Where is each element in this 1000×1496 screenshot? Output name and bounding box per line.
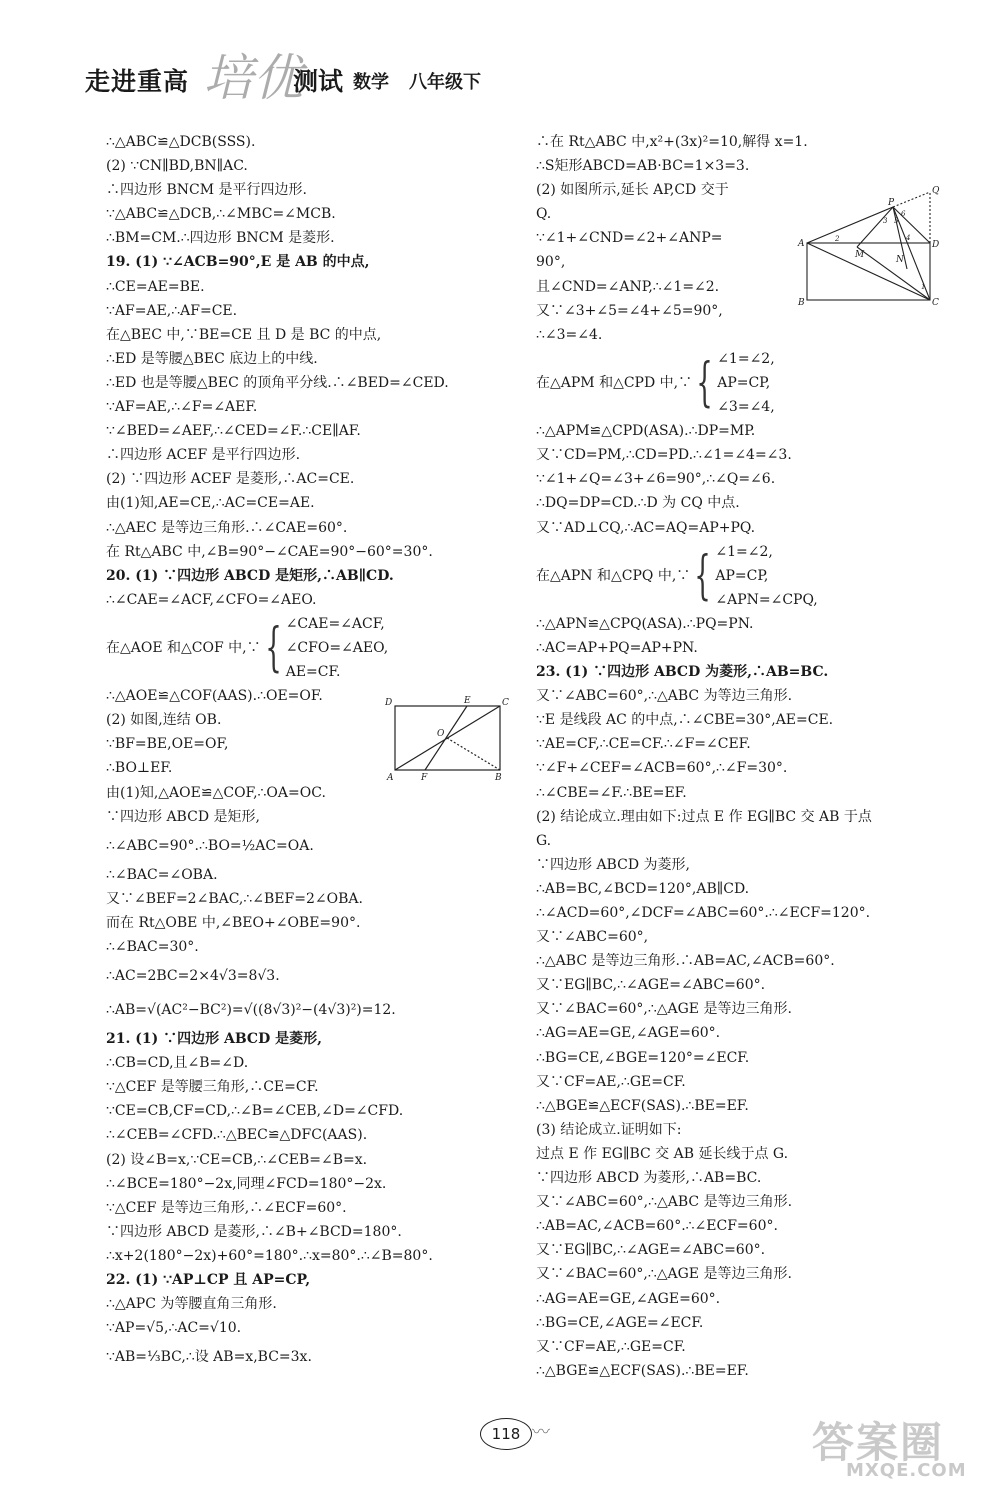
label-n: N: [896, 255, 904, 265]
text-line: ∴∠ACD=60°,∠DCF=∠ABC=60°.∴∠ECF=120°.: [536, 905, 871, 921]
label-a: A: [387, 773, 394, 781]
brace-items: [715, 540, 817, 612]
problem-20: 20. (1) ∵四边形 ABCD 是矩形,∴AB∥CD.: [106, 567, 394, 584]
label-d: D: [385, 698, 393, 708]
text-line: 过点 E 作 EG∥BC 交 AB 延长线于点 G.: [536, 1145, 789, 1162]
text-line: ∴AG=AE=GE,∠AGE=60°.: [536, 1025, 721, 1042]
text-line: (2) 结论成立.理由如下:过点 E 作 EG∥BC 交 AB 于点: [536, 808, 872, 825]
text-line: (2) ∵CN∥BD,BN∥AC.: [106, 158, 248, 175]
text-line: ∴△APN≌△CPQ(ASA).∴PQ=PN.: [536, 615, 754, 632]
angle-3: 3: [883, 217, 888, 225]
text-line: ∴△APC 为等腰直角三角形.: [106, 1296, 277, 1313]
brace-item: ∠APN=∠CPQ,: [715, 591, 818, 608]
segment-ob: [447, 738, 500, 770]
diagonal-ac: [807, 243, 930, 300]
text-line: ∴BO⊥EF.: [106, 760, 173, 777]
watermark-title: 答案圈: [812, 1418, 945, 1467]
text-line: ∴DQ=DP=CD.∴D 为 CQ 中点.: [536, 495, 740, 512]
brace-glyph: {: [264, 618, 282, 679]
problem-21: 21. (1) ∵四边形 ABCD 是菱形,: [106, 1031, 322, 1048]
figure-problem-22: [795, 183, 945, 308]
text-line: ∴AB=√(AC²−BC²)=√((8√3)²−(4√3)²)=12.: [106, 1002, 396, 1019]
text-line: ∵AE=CF,∴CE=CF.∴∠F=∠CEF.: [536, 736, 751, 753]
segment-pd: [893, 207, 930, 243]
text-line: ∴AB=AC,∠ACB=60°.∴∠ECF=60°.: [536, 1218, 778, 1235]
text-line: (2) 如图,连结 OB.: [106, 712, 222, 729]
label-e: E: [464, 696, 471, 706]
text-line: ∴AB=BC,∠BCD=120°,AB∥CD.: [536, 880, 750, 897]
text-line: ∵四边形 ABCD 是矩形,: [106, 808, 260, 825]
series-title: 走进重高: [85, 67, 190, 96]
text-line: ∴CB=CD,且∠B=∠D.: [106, 1055, 249, 1072]
text-line: ∵△CEF 是等边三角形,∴∠ECF=60°.: [106, 1199, 347, 1216]
page-header: [85, 48, 645, 128]
text-line: 90°,: [536, 254, 566, 271]
text-line: 由(1)知,△AOE≌△COF,∴OA=OC.: [106, 784, 326, 801]
label-d: D: [932, 240, 940, 250]
brace-glyph: {: [694, 545, 712, 606]
brace-glyph: {: [696, 352, 713, 413]
text-line: ∵E 是线段 AC 的中点,∴∠CBE=30°,AE=CE.: [536, 712, 834, 729]
angle-5: 5: [894, 217, 899, 225]
text-line: ∴ED 是等腰△BEC 底边上的中线.: [106, 350, 318, 367]
text-line: ∵AF=AE,∴AF=CE.: [106, 302, 238, 319]
problem-22: 22. (1) ∵AP⊥CP 且 AP=CP,: [106, 1272, 311, 1289]
segment-ap: [807, 207, 893, 243]
brace-lead: 在△APN 和△CPQ 中,∵: [536, 567, 691, 584]
test-title: 测试: [293, 67, 344, 96]
problem-23: 23. (1) ∵四边形 ABCD 为菱形,∴AB=BC.: [536, 664, 829, 681]
segment-pm: [857, 207, 893, 247]
text-line: ∵∠F+∠CEF=∠ACB=60°,∴∠F=30°.: [536, 760, 788, 777]
text-line: 又∵∠BEF=2∠BAC,∴∠BEF=2∠OBA.: [106, 890, 363, 907]
text-line: ∵AB=⅓BC,∴设 AB=x,BC=3x.: [106, 1349, 312, 1366]
text-line: ∴在 Rt△ABC 中,x²+(3x)²=10,解得 x=1.: [536, 134, 808, 150]
text-line: Q.: [536, 206, 552, 223]
label-b: B: [495, 773, 502, 781]
text-line: ∴∠3=∠4.: [536, 326, 603, 343]
page-number: 118: [480, 1418, 532, 1450]
brush-logo: 培优: [203, 49, 303, 107]
text-line: ∴BG=CE,∠AGE=∠ECF.: [536, 1314, 704, 1331]
brace-item: ∠1=∠2,: [717, 350, 775, 367]
label-f: F: [421, 773, 428, 781]
text-line: 又∵EG∥BC,∴∠AGE=∠ABC=60°.: [536, 1242, 766, 1259]
text-line: ∴S矩形ABCD=AB·BC=1×3=3.: [536, 158, 750, 175]
brace-system: [536, 347, 856, 419]
text-line: 又∵CF=AE,∴GE=CF.: [536, 1338, 686, 1355]
text-line: 又∵EG∥BC,∴∠AGE=∠ABC=60°.: [536, 977, 766, 994]
extension-pq: [893, 192, 930, 207]
text-line: ∴四边形 ACEF 是平行四边形.: [106, 447, 301, 464]
text-line: 且∠CND=∠ANP,∴∠1=∠2.: [536, 278, 720, 295]
text-line: ∴AC=AP+PQ=AP+PN.: [536, 639, 698, 656]
text-line: 又∵∠ABC=60°,: [536, 929, 649, 946]
text-line: ∴△ABC 是等边三角形.∴AB=AC,∠ACB=60°.: [536, 953, 835, 970]
text-line: ∴∠BAC=∠OBA.: [106, 866, 218, 883]
watermark-logo: [812, 1410, 992, 1490]
text-line: ∵四边形 ABCD 是菱形,∴∠B+∠BCD=180°.: [106, 1223, 402, 1240]
problem-19: 19. (1) ∵∠ACB=90°,E 是 AB 的中点,: [106, 254, 370, 271]
brace-item: ∠3=∠4,: [717, 399, 775, 416]
text-line: ∴∠ABC=90°.∴BO=½AC=OA.: [106, 837, 314, 854]
text-line: (2) 如图所示,延长 AP,CD 交于: [536, 182, 729, 199]
text-line: ∵AP=√5,∴AC=√10.: [106, 1320, 242, 1337]
text-line: 又∵∠ABC=60°,∴△ABC 为等边三角形.: [536, 688, 793, 705]
text-line: ∴∠CBE=∠F.∴BE=EF.: [536, 784, 687, 801]
brace-lead: 在△APM 和△CPD 中,∵: [536, 374, 693, 391]
text-line: ∴△APM≌△CPD(ASA).∴DP=MP.: [536, 423, 756, 440]
brace-items: [286, 612, 389, 684]
text-line: 又∵AD⊥CQ,∴AC=AQ=AP+PQ.: [536, 519, 756, 536]
brace-items: [717, 347, 774, 419]
brace-system: [536, 540, 856, 612]
text-line: 又∵∠BAC=60°,∴△AGE 是等边三角形.: [536, 1266, 792, 1283]
label-p: P: [888, 198, 895, 208]
angle-6: 6: [901, 210, 906, 218]
text-line: ∴ED 也是等腰△BEC 的顶角平分线.∴∠BED=∠CED.: [106, 374, 449, 391]
text-line: (3) 结论成立.证明如下:: [536, 1121, 682, 1138]
text-line: 由(1)知,AE=CE,∴AC=CE=AE.: [106, 495, 315, 512]
brace-item: AE=CF.: [285, 664, 341, 681]
label-c: C: [932, 298, 939, 308]
text-line: ∵CE=CB,CF=CD,∴∠B=∠CEB,∠D=∠CFD.: [106, 1103, 404, 1120]
text-line: 而在 Rt△OBE 中,∠BEO+∠OBE=90°.: [106, 914, 361, 931]
text-line: ∵∠1+∠Q=∠3+∠6=90°,∴∠Q=∠6.: [536, 471, 776, 488]
text-line: ∵△CEF 是等腰三角形,∴CE=CF.: [106, 1079, 319, 1096]
text-line: 又∵∠ABC=60°,∴△ABC 是等边三角形.: [536, 1194, 793, 1211]
angle-2: 2: [835, 235, 840, 243]
text-line: ∴△AOE≌△COF(AAS).∴OE=OF.: [106, 688, 323, 705]
brace-item: ∠CFO=∠AEO,: [285, 639, 389, 656]
text-line: 又∵CD=PM,∴CD=PD.∴∠1=∠4=∠3.: [536, 447, 792, 464]
subject-label: 数学: [353, 72, 389, 93]
brace-item: AP=CP,: [715, 567, 769, 584]
text-line: ∴∠CEB=∠CFD.∴△BEC≌△DFC(AAS).: [106, 1127, 368, 1144]
text-line: ∵△ABC≌△DCB,∴∠MBC=∠MCB.: [106, 206, 336, 223]
text-line: 又∵∠3+∠5=∠4+∠5=90°,: [536, 302, 723, 319]
text-line: ∴BM=CM.∴四边形 BNCM 是菱形.: [106, 230, 335, 247]
segment-ef: [425, 706, 467, 770]
text-line: ∵∠1+∠CND=∠2+∠ANP=: [536, 230, 723, 247]
text-line: ∴△AEC 是等边三角形.∴∠CAE=60°.: [106, 519, 348, 536]
angle-4: 4: [906, 234, 911, 242]
grade-label: 八年级下: [409, 72, 481, 93]
text-line: ∵BF=BE,OE=OF,: [106, 736, 229, 753]
figure-problem-20: [385, 696, 510, 781]
text-line: ∴四边形 BNCM 是平行四边形.: [106, 182, 307, 199]
text-line: ∵四边形 ABCD 为菱形,: [536, 856, 690, 873]
text-line: ∴AG=AE=GE,∠AGE=60°.: [536, 1290, 721, 1307]
text-line: ∴∠BCE=180°−2x,同理∠FCD=180°−2x.: [106, 1175, 387, 1192]
brace-item: ∠CAE=∠ACF,: [285, 615, 385, 632]
text-line: (2) ∵四边形 ACEF 是菱形,∴AC=CE.: [106, 471, 355, 488]
text-line: ∵∠BED=∠AEF,∴∠CED=∠F.∴CE∥AF.: [106, 423, 361, 440]
label-b: B: [798, 298, 805, 308]
angle-1: 1: [921, 283, 926, 291]
text-line: 在△BEC 中,∵BE=CE 且 D 是 BC 的中点,: [106, 326, 382, 343]
text-line: ∴AC=2BC=2×4√3=8√3.: [106, 968, 280, 985]
text-line: 在 Rt△ABC 中,∠B=90°−∠CAE=90°−60°=30°.: [106, 543, 433, 560]
text-line: ∴△ABC≌△DCB(SSS).: [106, 134, 256, 150]
text-line: ∴x+2(180°−2x)+60°=180°.∴x=80°.∴∠B=80°.: [106, 1247, 433, 1264]
text-line: ∴△BGE≌△ECF(SAS).∴BE=EF.: [536, 1362, 749, 1379]
text-line: ∴BG=CE,∠BGE=120°=∠ECF.: [536, 1049, 750, 1066]
text-line: ∵AF=AE,∴∠F=∠AEF.: [106, 399, 258, 416]
label-o: O: [437, 729, 445, 739]
label-q: Q: [932, 186, 940, 196]
label-a: A: [798, 239, 805, 249]
text-line: ∴∠BAC=30°.: [106, 939, 199, 955]
text-line: G.: [536, 832, 552, 849]
brace-lead: 在△AOE 和△COF 中,∵: [106, 639, 261, 656]
text-line: ∴CE=AE=BE.: [106, 278, 205, 295]
right-column: [536, 130, 872, 1383]
page-number-ornament: 〰: [532, 1422, 550, 1443]
text-line: (2) 设∠B=x,∵CE=CB,∴∠CEB=∠B=x.: [106, 1151, 368, 1168]
text-line: ∴△BGE≌△ECF(SAS).∴BE=EF.: [536, 1097, 749, 1114]
label-c: C: [502, 698, 509, 708]
brace-item: AP=CP,: [717, 374, 771, 391]
text-line: 又∵∠BAC=60°,∴△AGE 是等边三角形.: [536, 1001, 792, 1018]
brace-item: ∠1=∠2,: [715, 543, 773, 560]
text-line: ∵四边形 ABCD 为菱形,∴AB=BC.: [536, 1170, 762, 1187]
watermark-url: MXQE.COM: [846, 1460, 967, 1481]
text-line: 又∵CF=AE,∴GE=CF.: [536, 1073, 686, 1090]
text-line: ∴∠CAE=∠ACF,∠CFO=∠AEO.: [106, 591, 317, 608]
label-m: M: [855, 250, 865, 260]
brace-system: [106, 612, 506, 684]
